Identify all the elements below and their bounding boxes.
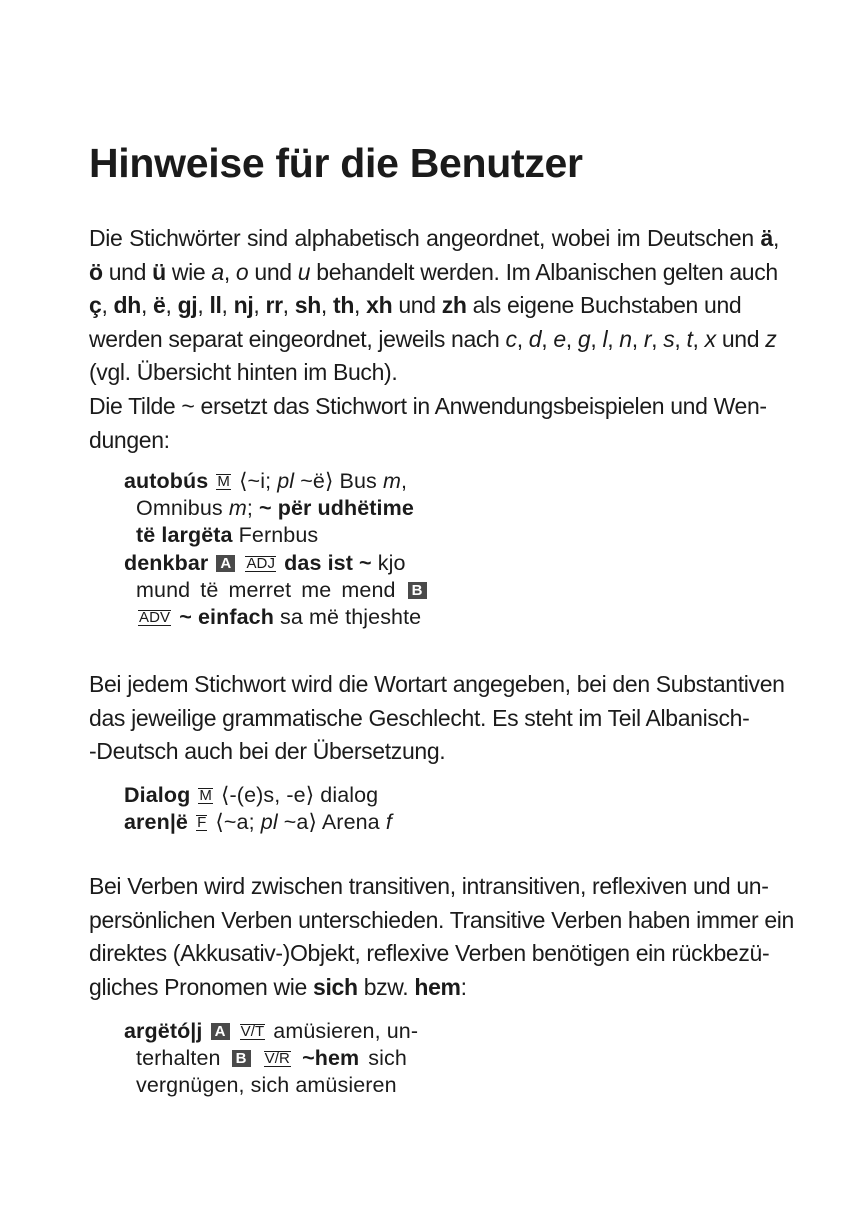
headword: autobús [124,469,209,493]
entry-arena: aren|ë F ⟨~a; pl ~a⟩ Arena f [124,810,392,835]
entry-autobus: autobús M ⟨~i; pl ~ë⟩ Bus m, [124,469,408,493]
headword: argëtó|j [124,1019,203,1043]
entry-argetoj: argëtó|j A V/T amüsieren, un- [124,1019,419,1043]
paragraph-wortart: Bei jedem Stichwort wird die Wortart angegeben, bei den Substantiven das jeweilige grammatische Geschlecht. Es steht im Teil Albanisch- -Deutsch auch bei der Übersetzung. [89,671,785,765]
gender-label: M [199,787,212,804]
pos-label: V/R [264,1050,290,1068]
intro-line-5: (vgl. Übersicht hinten im Buch). [89,359,398,386]
paragraph-verben: Bei Verben wird zwischen transitiven, intransitiven, reflexiven und un- persönlichen Verben unterschieden. Transitive Verben haben immer ein direktes (Akkusativ-)Objekt, reflexive Verben benötigen ein rückbezü- gliches Pronomen wie sich bzw. hem: [89,873,794,1000]
pos-label: V/T [240,1023,265,1040]
sense-box: A [211,1023,230,1040]
headword: Dialog [124,783,191,807]
intro-paragraph [89,222,779,457]
headword: aren|ë [124,810,188,835]
pos-label: ADJ [246,554,276,572]
sense-box: A [216,555,235,572]
intro-line-1: Die Stichwörter sind alphabetisch angeordnet, wobei im Deutschen ä, [89,225,779,251]
sense-box: B [408,582,427,599]
intro-line-3: ç, dh, ë, gj, ll, nj, rr, sh, th, xh und zh als eigene Buchstaben und [89,292,742,319]
pos-label: ADV [139,609,171,627]
letter-ae: ä [760,225,773,251]
entry-denkbar: denkbar A ADJ das ist ~ kjo [124,550,406,575]
example-tilde: autobús M ⟨~i; pl ~ë⟩ Bus m, Omnibus m; ~ për udhëtime të largëta Fernbus denkbar A ADJ das ist ~ kjo mund të merret me mend B ADV ~ einfach sa më thjeshte [124,468,456,631]
intro-line-7: dungen: [89,426,170,453]
gender-label: F [197,814,207,832]
example-gender [124,782,456,836]
gender-label: M [217,473,230,490]
headword: denkbar [124,550,209,575]
entry-dialog: Dialog M ⟨-(e)s, -e⟩ dialog [124,783,379,807]
intro-line-4: werden separat eingeordnet, jeweils nach c, d, e, g, l, n, r, s, t, x und z [89,325,777,352]
intro-line-6: Die Tilde ~ ersetzt das Stichwort in Anwendungsbeispielen und Wen- [89,392,767,419]
sense-box: B [232,1050,251,1067]
example-verbs: argëtó|j A V/T amüsieren, un- terhalten B V/R ~hem sich vergnügen, sich amüsieren [124,1018,456,1100]
intro-line-2: ö und ü wie a, o und u behandelt werden. Im Albanischen gelten auch [89,258,778,285]
page-title: Hinweise für die Benutzer [89,140,583,186]
